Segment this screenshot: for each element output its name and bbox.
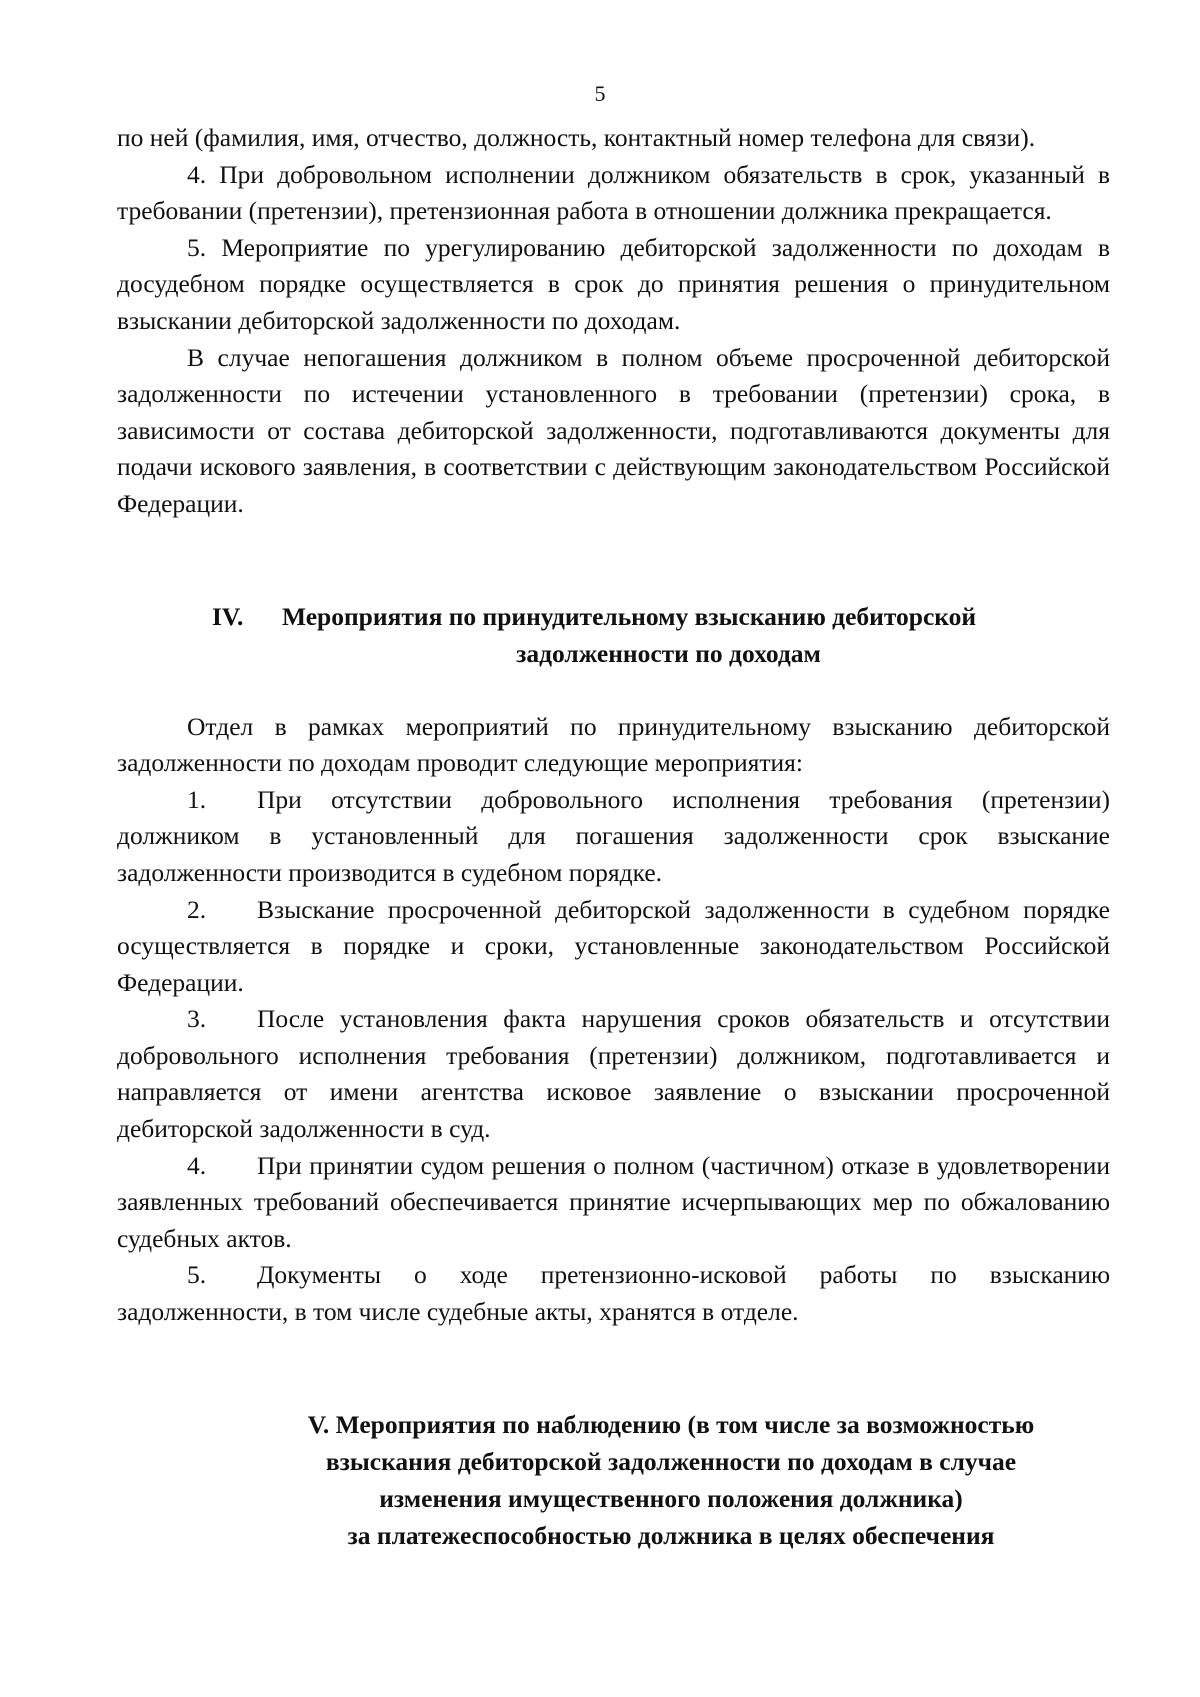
item-number: 5. [187, 1260, 207, 1290]
item-number: 2. [187, 894, 207, 924]
section-5-heading [117, 1406, 1110, 1554]
section-4-intro: Отдел в рамках мероприятий по принудительному взысканию дебиторской задолженности по доходам проводит следующие мероприятия: [117, 711, 1110, 778]
item-text: Документы о ходе претензионно-исковой работы по взысканию задолженности, в том числе судебные акты, хранятся в отделе. [117, 1260, 1110, 1327]
section-4-item-5 [117, 1257, 1110, 1330]
item-text: Взыскание просроченной дебиторской задолженности в судебном порядке осуществляется в порядке и сроки, установленные законодательством Российской Федерации. [117, 894, 1110, 997]
paragraph-item-4: 4. При добровольном исполнении должником обязательств в срок, указанный в требовании (претензии), претензионная работа в отношении должника прекращается. [117, 159, 1110, 226]
section-4-number: IV. [212, 601, 244, 631]
paragraph-continuation: по ней (фамилия, имя, отчество, должность, контактный номер телефона для связи). [117, 123, 1036, 152]
section-5-title-line3: изменения имущественного положения должника) [379, 1483, 963, 1513]
section-5-title-line2: взыскания дебиторской задолженности по доходам в случае [325, 1446, 1017, 1476]
section-4-title-line1: Мероприятия по принудительному взысканию дебиторской [282, 601, 977, 631]
section-4-item-4 [117, 1148, 1110, 1258]
paragraph-item-5: 5. Мероприятие по урегулированию дебиторской задолженности по доходам в досудебном порядке осуществляется в срок до принятия решения о принудительном взыскании дебиторской задолженности по доходам. [117, 232, 1110, 335]
item-number: 4. [187, 1150, 207, 1180]
item-text: При отсутствии добровольного исполнения требования (претензии) должником в установленный для погашения задолженности срок взыскание задолженности производится в судебном порядке. [117, 784, 1110, 887]
section-5-title-line4: за платежеспособностью должника в целях обеспечения [347, 1520, 995, 1550]
section-4-title-line2: задолженности по доходам [516, 638, 821, 668]
section-5-title-line1: V. Мероприятия по наблюдению (в том числе за возможностью [307, 1409, 1035, 1439]
page-number: 5 [594, 81, 606, 106]
section-4-heading [117, 598, 1110, 672]
item-text: При принятии судом решения о полном (частичном) отказе в удовлетворении заявленных требований обеспечивается принятие исчерпывающих мер по обжалованию судебных актов. [117, 1150, 1110, 1253]
item-text: После установления факта нарушения сроков обязательств и отсутствии добровольного исполнения требования (претензии) должником, подготавливается и направляется от имени агентства исковое заявление о взыскании просроченной дебиторской задолженности в суд. [117, 1004, 1110, 1144]
item-number: 3. [187, 1004, 207, 1034]
item-number: 1. [187, 784, 207, 814]
section-4-item-2 [117, 892, 1110, 1002]
section-4-item-1 [117, 782, 1110, 892]
document-body [117, 120, 1110, 1554]
paragraph-nonpayment: В случае непогашения должником в полном объеме просроченной дебиторской задолженности по истечении установленного в требовании (претензии) срока, в зависимости от состава дебиторской задолженности, подготавливаются документы для подачи искового заявления, в соответствии с действующим законодательством Российской Федерации. [117, 342, 1110, 518]
section-4-item-3 [117, 1001, 1110, 1147]
